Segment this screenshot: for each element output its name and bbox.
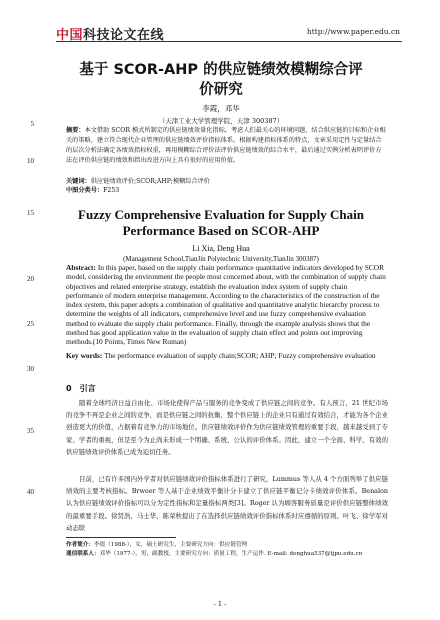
- line-number: 40: [27, 488, 34, 496]
- header-url[interactable]: http://www.paper.edu.cn: [306, 27, 400, 36]
- footnote-text: 李霞（1988-），女，硕士研究生，主要研究方向：供应链管理: [93, 542, 248, 548]
- english-keywords-label: Key words:: [66, 351, 103, 360]
- footnote-text: 邓华（1977-），男，副教授，主要研究方向：质量工程，生产运作. E-mail: denghua537@tjpu.edu.cn: [99, 551, 363, 557]
- logo-red-text: 中国: [56, 28, 84, 43]
- chinese-keywords: [66, 177, 386, 186]
- english-abstract-text: In this paper, based on the supply chain performance quantitative indicators developed by SCOR model, considering the environment the people most concerned about, with the combination of supply chain objectives and related enterprise strategy, establish the evaluation index system of supply chain performance of modern enterprise management. According to the characteristics of the construction of the index system, this paper adopts a combination of qualitative and quantitative analytic hierarchy process to determine the weights of all indicators, comprehensive level and use fuzzy comprehensive evaluation method to evaluate the supply chain performance. Finally, through the example analysis shows that the method has good application value in the evaluation of supply chain effect and points out improving methods.(10 Points, Times New Roman): [66, 263, 386, 347]
- english-keywords-text: The performance evaluation of supply chain;SCOR; AHP; Fuzzy comprehensive evaluation: [104, 351, 376, 360]
- chinese-abstract-label: 摘要：: [66, 127, 85, 134]
- english-keywords: [66, 351, 386, 360]
- footnote-contact: [66, 550, 388, 558]
- line-number: 15: [27, 209, 34, 217]
- page-number: - 1 -: [213, 600, 227, 608]
- english-abstract-label: Abstract:: [66, 263, 96, 272]
- chinese-keywords-text: 供应链绩效评价;SCOR;AHP;模糊综合评价: [90, 178, 210, 185]
- chinese-title-line1: 基于 SCOR-AHP 的供应链绩效模糊综合评: [79, 62, 363, 78]
- chinese-title: [56, 60, 386, 100]
- body-paragraph: 随着全球经济日益自由化、市场化使得产品与服务的竞争变成了供应链之间的竞争。有人预言，21 世纪市场的竞争不再是企业之间的竞争，而是供应链之间的抗衡，整个供应链上的企业只有通过有效结合，才能为各个企业创造更大的价值，占据着有竞争力的市场地位。供应链绩效评价作为供应链绩效管理的重要手段，越来越受到了专家、学者的重视，但是至今为止尚未形成一个明确、系统、公认的评价体系。因此，建立一个全面、科学、有效的供应链绩效评价体系已成为迫切任务。: [66, 399, 388, 456]
- chinese-abstract-text: 本文借助 SCOR 模式所制定的供应链绩效量化指标，考虑人们最关心的环境问题，结合供应链的目标和企业相关的策略，建立符合现代企业管理的供应链绩效评价指标体系。根据构建指标体系的特点，文章采用定性与定量结合的层次分析法确定各绩效指标权重，再用模糊综合评价法评价供应链绩效的综合水平，最后通过实例分析表明评价方法在评价供应链的绩效和指出改进方向上具有很好的应用价值。: [66, 127, 386, 164]
- chinese-authors: 李霞，邓华: [202, 104, 240, 113]
- footnote-divider: [66, 537, 176, 538]
- line-number: 5: [30, 120, 34, 128]
- classification-code-label: 中图分类号：: [66, 187, 104, 194]
- classification-code: [66, 186, 386, 195]
- body-paragraph: 目前，已有许多国内外学者对供应链绩效评价指标体系进行了研究，Lummus 等人从 4 个方面列举了供应链绩效的主要考核指标。Brweer 等人基于企业绩效平衡计分卡建立了供应链平衡记分卡绩效评价体系。Benalon 认为供应链绩效评价指标可以分为定性指标和定量指标两类[3]。Roger 认为顾客服务质量是评价供应链整体绩效的最重要手段。徐贤浩、马士华、陈荣秋提出了在选择供应链绩效评价指标体系时应遵循的原则。叶飞、徐学军对动态联: [66, 475, 388, 532]
- chinese-keywords-label: 关键词：: [66, 178, 91, 185]
- line-number: 30: [27, 365, 34, 373]
- page-header: [0, 0, 440, 48]
- logo-dark-text: 科技论文在线: [83, 28, 165, 43]
- english-abstract: [66, 263, 386, 347]
- english-authors: Li Xia, Deng Hua: [192, 244, 250, 253]
- footnote-author-bio: [66, 541, 388, 549]
- english-affiliation: (Management School,TianJin Polytechnic University,TianJin 300387): [123, 255, 319, 263]
- english-title: [56, 207, 386, 238]
- english-title-line2: Performance Based on SCOR-AHP: [122, 222, 320, 238]
- section-heading: 0 引言: [66, 384, 96, 393]
- classification-code-value: F253: [103, 187, 120, 194]
- line-number: 35: [27, 427, 34, 435]
- english-title-line1: Fuzzy Comprehensive Evaluation for Supply Chain: [78, 207, 364, 222]
- line-number: 25: [27, 320, 34, 328]
- footnote-label: 作者简介：: [66, 542, 94, 548]
- chinese-title-line2: 价研究: [199, 82, 243, 98]
- chinese-affiliation: （天津工业大学管理学院，天津 300387）: [158, 117, 284, 125]
- chinese-abstract: [66, 126, 386, 166]
- footnote-label: 通信联系人：: [66, 551, 100, 557]
- line-number: 10: [27, 157, 34, 165]
- line-number: 20: [27, 275, 34, 283]
- header-divider: [56, 41, 402, 42]
